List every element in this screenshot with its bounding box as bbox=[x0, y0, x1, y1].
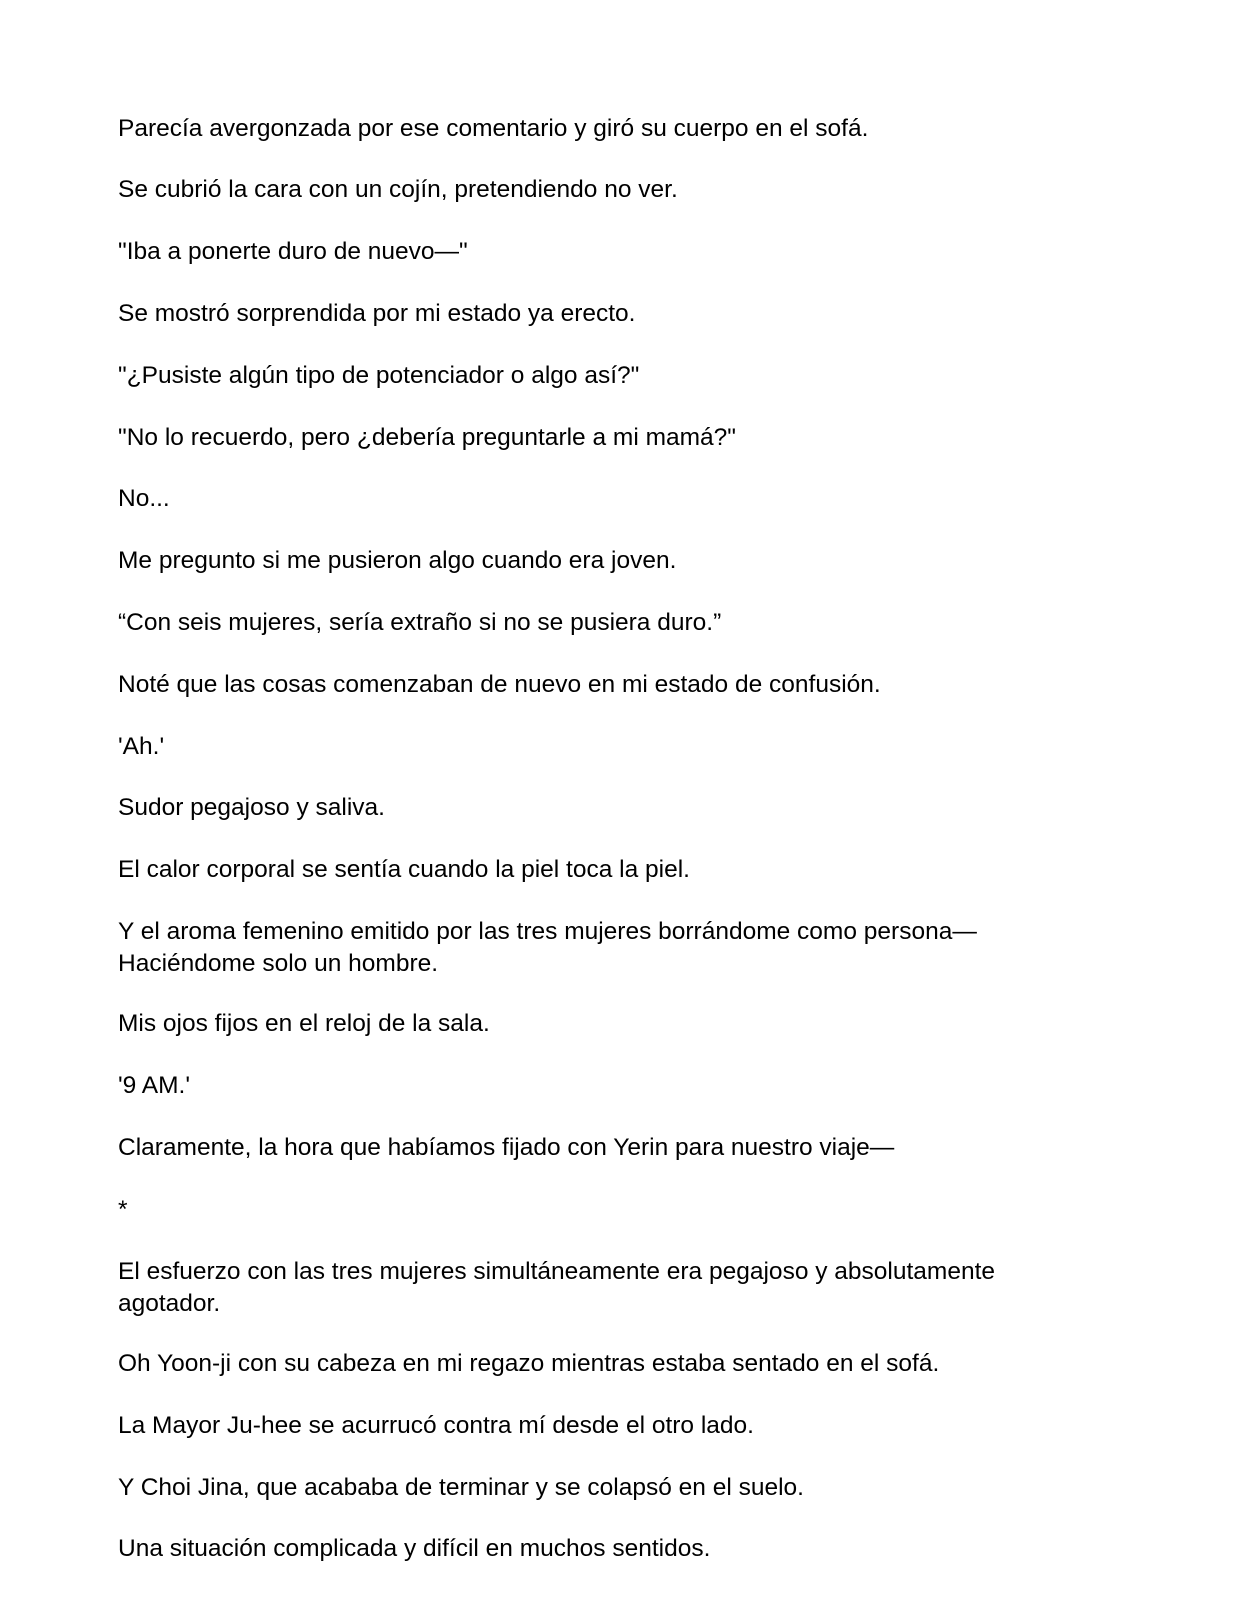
paragraph-8: Me pregunto si me pusieron algo cuando era joven. bbox=[118, 547, 677, 574]
paragraph-22: Una situación complicada y difícil en muchos sentidos. bbox=[118, 1535, 711, 1562]
paragraph-12: Sudor pegajoso y saliva. bbox=[118, 794, 385, 821]
paragraph-19: Oh Yoon-ji con su cabeza en mi regazo mientras estaba sentado en el sofá. bbox=[118, 1350, 940, 1377]
paragraph-7: No... bbox=[118, 485, 170, 512]
paragraph-15: Mis ojos fijos en el reloj de la sala. bbox=[118, 1010, 490, 1037]
paragraph-2: Se cubrió la cara con un cojín, pretendiendo no ver. bbox=[118, 176, 678, 203]
paragraph-1: Parecía avergonzada por ese comentario y giró su cuerpo en el sofá. bbox=[118, 115, 869, 142]
paragraph-11: 'Ah.' bbox=[118, 733, 165, 760]
paragraph-21: Y Choi Jina, que acababa de terminar y se colapsó en el suelo. bbox=[118, 1474, 804, 1501]
paragraph-18: El esfuerzo con las tres mujeres simultáneamente era pegajoso y absolutamente agotador. bbox=[118, 1258, 996, 1317]
paragraph-16: '9 AM.' bbox=[118, 1072, 190, 1099]
paragraph-13: El calor corporal se sentía cuando la piel toca la piel. bbox=[118, 856, 690, 883]
paragraph-14: Y el aroma femenino emitido por las tres mujeres borrándome como persona— Haciéndome solo un hombre. bbox=[118, 918, 977, 977]
paragraph-3: "Iba a ponerte duro de nuevo—" bbox=[118, 238, 468, 265]
paragraph-20: La Mayor Ju-hee se acurrucó contra mí desde el otro lado. bbox=[118, 1412, 754, 1439]
paragraph-10: Noté que las cosas comenzaban de nuevo en mi estado de confusión. bbox=[118, 671, 881, 698]
scene-break: * bbox=[118, 1196, 128, 1223]
paragraph-17: Claramente, la hora que habíamos fijado con Yerin para nuestro viaje— bbox=[118, 1134, 895, 1161]
paragraph-5: "¿Pusiste algún tipo de potenciador o algo así?" bbox=[118, 362, 640, 389]
paragraph-9: “Con seis mujeres, sería extraño si no se pusiera duro.” bbox=[118, 609, 722, 636]
paragraph-6: "No lo recuerdo, pero ¿debería preguntarle a mi mamá?" bbox=[118, 424, 736, 451]
paragraph-4: Se mostró sorprendida por mi estado ya erecto. bbox=[118, 300, 636, 327]
